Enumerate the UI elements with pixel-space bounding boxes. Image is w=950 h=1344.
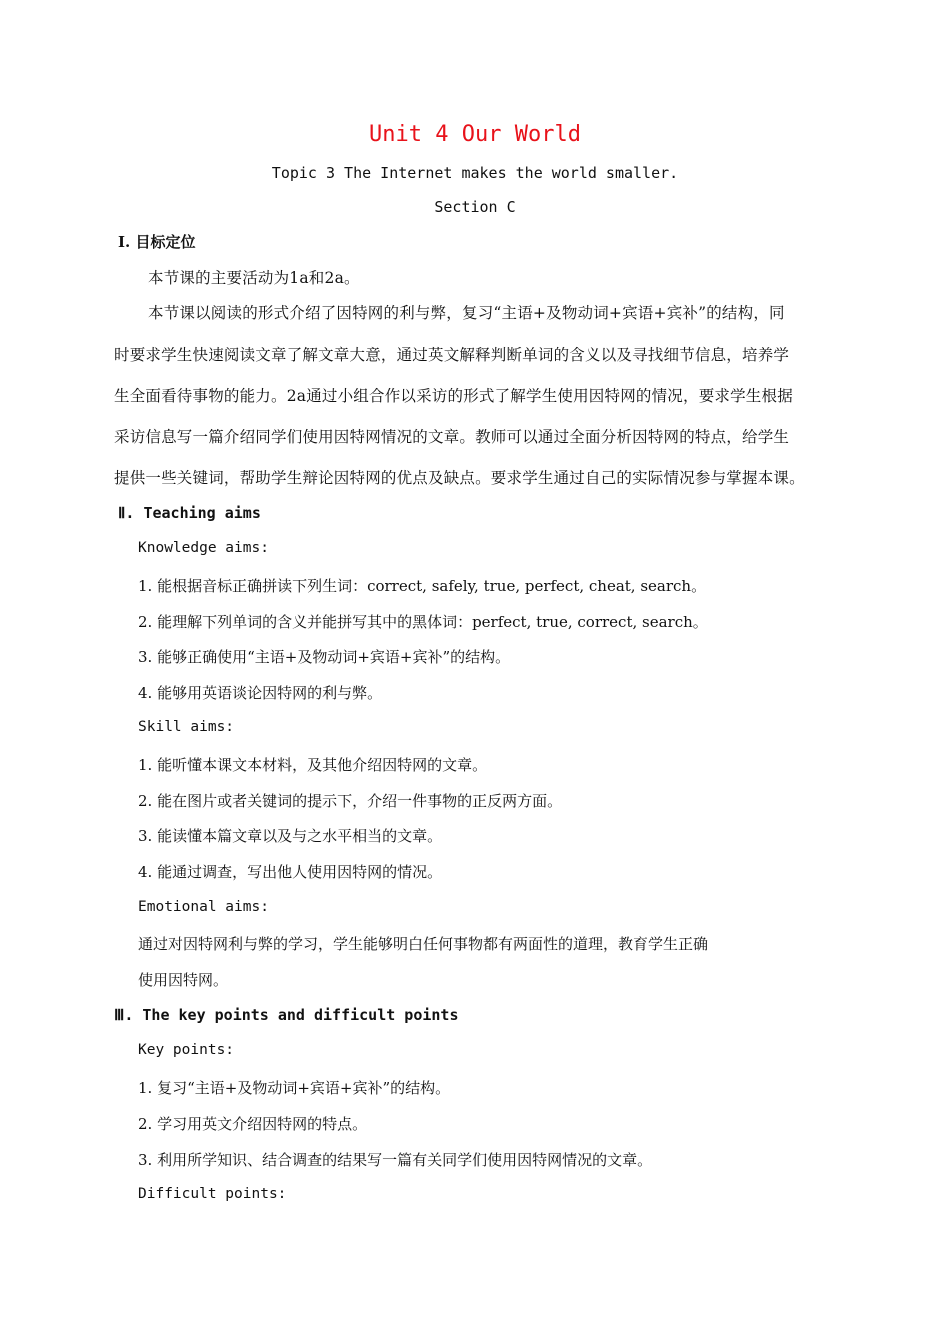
topic-line: Topic 3 The Internet makes the world smaller. xyxy=(271,164,679,182)
skill-aim-item: 3. 能读懂本篇文章以及与之水平相当的文章。 xyxy=(138,827,443,845)
section-3-heading: Ⅲ. The key points and difficult points xyxy=(114,1006,459,1024)
knowledge-aim-item: 1. 能根据音标正确拼读下列生词：correct, safely, true, perfect, cheat, search。 xyxy=(138,577,707,595)
section-2-heading: Ⅱ. Teaching aims xyxy=(118,504,261,522)
skill-aim-item: 2. 能在图片或者关键词的提示下，介绍一件事物的正反两方面。 xyxy=(138,792,563,810)
section-1-line: 提供一些关键词，帮助学生辩论因特网的优点及缺点。要求学生通过自己的实际情况参与掌握本课。 xyxy=(114,469,805,487)
knowledge-aim-item: 2. 能理解下列单词的含义并能拼写其中的黑体词：perfect, true, correct, search。 xyxy=(138,613,708,631)
section-1-intro: 本节课的主要活动为1a和2a。 xyxy=(148,269,360,287)
key-point-item: 1. 复习“主语+及物动词+宾语+宾补”的结构。 xyxy=(138,1079,451,1097)
difficult-points-label: Difficult points: xyxy=(138,1186,287,1202)
knowledge-aim-item: 3. 能够正确使用“主语+及物动词+宾语+宾补”的结构。 xyxy=(138,648,511,666)
skill-aim-item: 4. 能通过调查，写出他人使用因特网的情况。 xyxy=(138,863,443,881)
skill-aims-label: Skill aims: xyxy=(138,719,235,735)
skill-aim-item: 1. 能听懂本课文本材料，及其他介绍因特网的文章。 xyxy=(138,756,488,774)
section-1-line: 采访信息写一篇介绍同学们使用因特网情况的文章。教师可以通过全面分析因特网的特点，给学生 xyxy=(114,428,790,446)
document-title: Unit 4 Our World xyxy=(369,122,581,147)
section-1-line: 时要求学生快速阅读文章了解文章大意，通过英文解释判断单词的含义以及寻找细节信息，培养学 xyxy=(114,346,790,364)
section-1-heading: Ⅰ. 目标定位 xyxy=(118,233,196,251)
key-point-item: 3. 利用所学知识、结合调查的结果写一篇有关同学们使用因特网情况的文章。 xyxy=(138,1151,653,1169)
knowledge-aim-item: 4. 能够用英语谈论因特网的利与弊。 xyxy=(138,684,383,702)
knowledge-aims-label: Knowledge aims: xyxy=(138,540,269,556)
emotional-aims-label: Emotional aims: xyxy=(138,899,269,915)
emotional-aim-line: 通过对因特网利与弊的学习，学生能够明白任何事物都有两面性的道理，教育学生正确 xyxy=(138,935,709,953)
section-line: Section C xyxy=(434,198,516,216)
emotional-aim-line: 使用因特网。 xyxy=(138,971,229,989)
key-points-label: Key points: xyxy=(138,1042,235,1058)
key-point-item: 2. 学习用英文介绍因特网的特点。 xyxy=(138,1115,368,1133)
section-1-line: 本节课以阅读的形式介绍了因特网的利与弊，复习“主语+及物动词+宾语+宾补”的结构，同 xyxy=(148,304,785,322)
section-1-line: 生全面看待事物的能力。2a通过小组合作以采访的形式了解学生使用因特网的情况，要求学生根据 xyxy=(114,387,793,405)
